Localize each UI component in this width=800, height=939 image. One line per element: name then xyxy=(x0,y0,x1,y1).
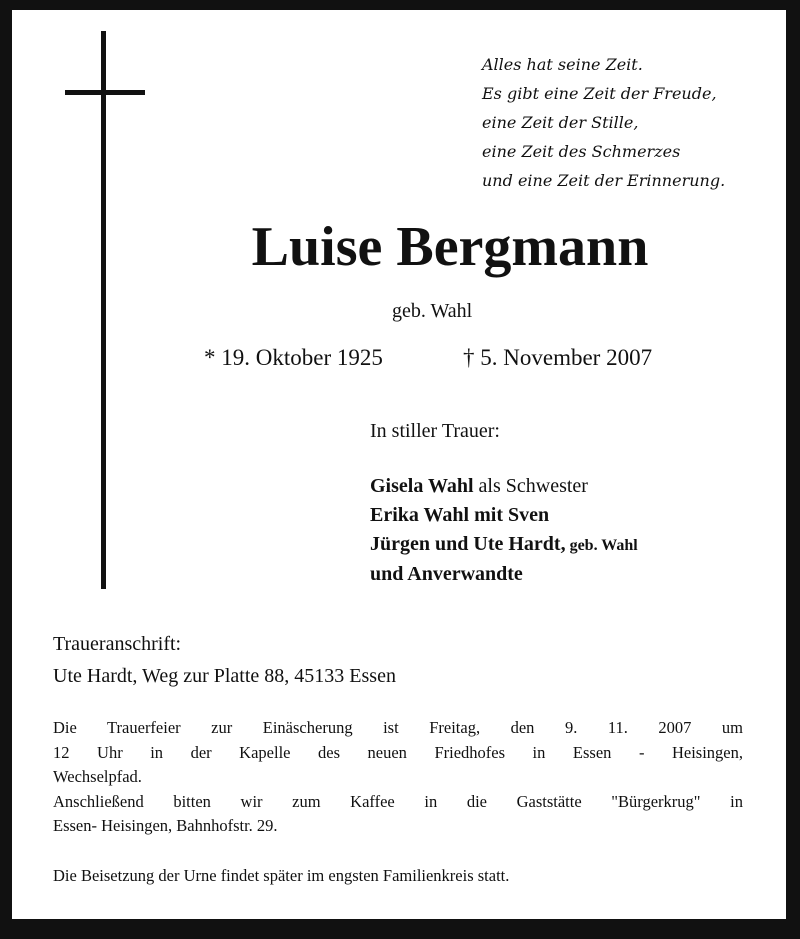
poem-line: eine Zeit der Stille, xyxy=(482,113,639,132)
mourner-row xyxy=(370,560,638,589)
mourner-row xyxy=(370,501,638,530)
ceremony-line: 12 Uhr in der Kapelle des neuen Friedhofes in Essen - Heisingen, xyxy=(53,742,743,762)
ceremony-line: Wechselpfad. xyxy=(53,767,142,786)
birth-date: * 19. Oktober 1925 xyxy=(204,345,383,370)
mourner-row xyxy=(370,530,638,560)
mourner-name: und Anverwandte xyxy=(370,563,523,585)
poem-line: und eine Zeit der Erinnerung. xyxy=(482,171,726,190)
poem-line: eine Zeit des Schmerzes xyxy=(482,142,681,161)
burial-note: Die Beisetzung der Urne findet später im engsten Familienkreis statt. xyxy=(53,866,510,885)
mourning-intro: In stiller Trauer: xyxy=(370,420,500,442)
death-date: † 5. November 2007 xyxy=(463,345,653,370)
address-value: Ute Hardt, Weg zur Platte 88, 45133 Essen xyxy=(53,665,396,687)
address-label: Traueranschrift: xyxy=(53,633,182,655)
poem-line: Alles hat seine Zeit. xyxy=(482,55,643,74)
mourner-relation: als Schwester xyxy=(473,475,588,497)
mourner-name: Jürgen und Ute Hardt, xyxy=(370,533,566,555)
mourners-list xyxy=(370,472,638,589)
mourner-name: Erika Wahl mit Sven xyxy=(370,504,550,526)
mourner-relation: geb. Wahl xyxy=(565,537,638,554)
ceremony-line: Anschließend bitten wir zum Kaffee in die Gaststätte "Bürgerkrug" in xyxy=(53,791,743,811)
born-name: geb. Wahl xyxy=(392,300,473,322)
poem xyxy=(482,50,782,195)
ceremony-line: Essen- Heisingen, Bahnhofstr. 29. xyxy=(53,816,278,835)
poem-line: Es gibt eine Zeit der Freude, xyxy=(482,84,717,103)
cross-icon xyxy=(101,31,106,589)
mourner-name: Gisela Wahl xyxy=(370,475,474,497)
cross-icon-bar xyxy=(65,90,145,95)
ceremony-text xyxy=(53,716,743,839)
mourner-row xyxy=(370,472,638,501)
ceremony-line: Die Trauerfeier zur Einäscherung ist Freitag, den 9. 11. 2007 um xyxy=(53,718,743,737)
deceased-name: Luise Bergmann xyxy=(251,216,649,278)
